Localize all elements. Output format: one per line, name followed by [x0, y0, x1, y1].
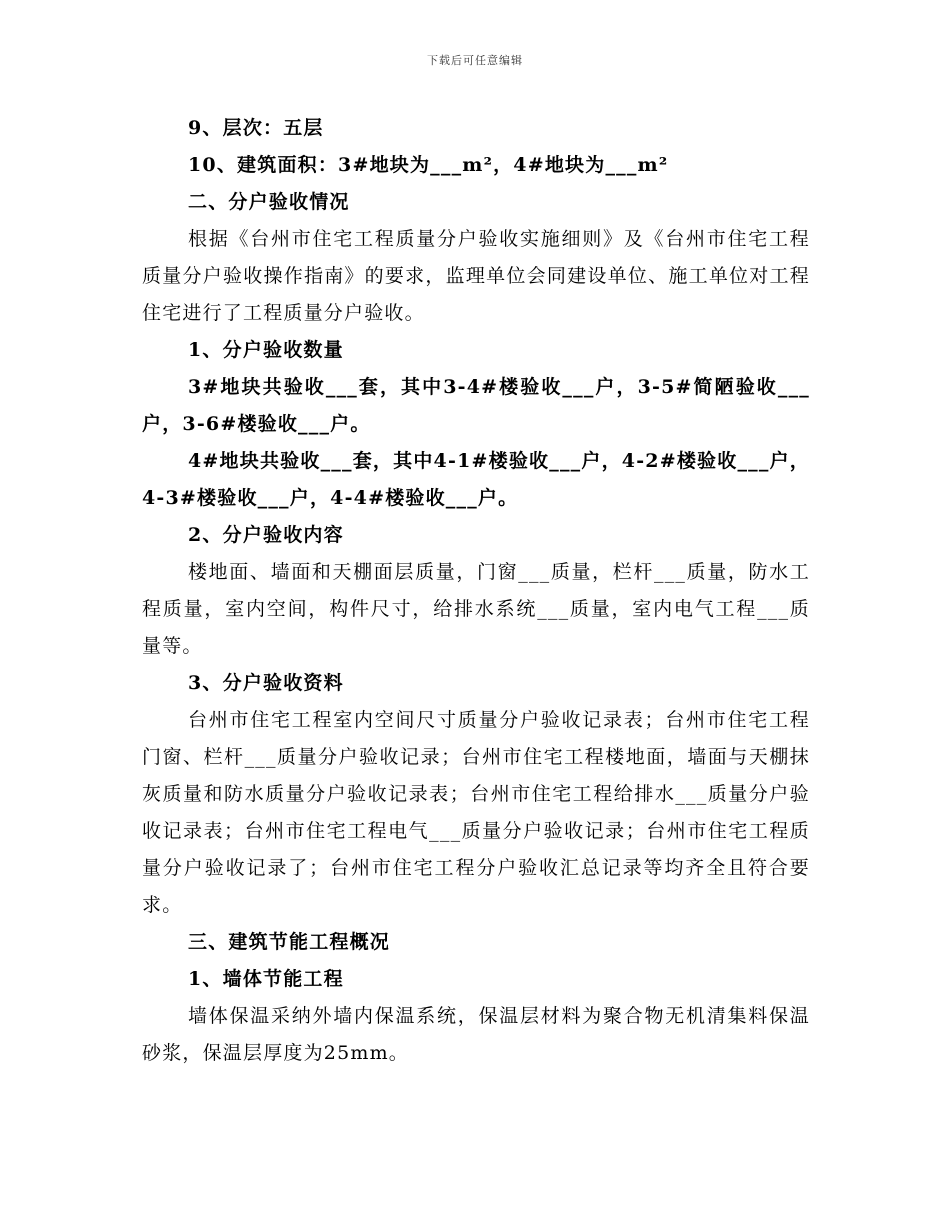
item-building-area: 10、建筑面积：3#地块为___m²，4#地块为___m²: [188, 154, 669, 176]
item-floors: 9、层次：五层: [188, 117, 324, 139]
subheading-wall-energy-saving: 1、墙体节能工程: [188, 968, 344, 990]
paragraph-plot4-quantity: 4#地块共验收___套，其中4-1#楼验收___户，4-2#楼验收___户，4-3#楼验收___户，4-4#楼验收___户。: [142, 450, 810, 509]
document-body: [142, 110, 810, 1072]
paragraph-wall-insulation: 墙体保温采纳外墙内保温系统，保温层材料为聚合物无机清集料保温砂浆，保温层厚度为25mm。: [142, 1005, 810, 1064]
paragraph-acceptance-records: 台州市住宅工程室内空间尺寸质量分户验收记录表；台州市住宅工程门窗、栏杆___质量分户验收记录；台州市住宅工程楼地面，墙面与天棚抹灰质量和防水质量分户验收记录表；台州市住宅工程给排水___质量分户验收记录表；台州市住宅工程电气___质量分户验收记录；台州市住宅工程质量分户验收记录了；台州市住宅工程分户验收汇总记录等均齐全且符合要求。: [142, 709, 810, 916]
paragraph-plot3-quantity: 3#地块共验收___套，其中3-4#楼验收___户，3-5#简陋验收___户，3-6#楼验收___户。: [142, 376, 810, 435]
subheading-acceptance-quantity: 1、分户验收数量: [188, 339, 344, 361]
section-heading-energy-saving: 三、建筑节能工程概况: [188, 931, 391, 953]
paragraph-acceptance-basis: 根据《台州市住宅工程质量分户验收实施细则》及《台州市住宅工程质量分户验收操作指南》的要求，监理单位会同建设单位、施工单位对工程住宅进行了工程质量分户验收。: [142, 228, 810, 324]
subheading-acceptance-content: 2、分户验收内容: [188, 524, 344, 546]
page-header-note: 下载后可任意编辑: [427, 54, 523, 67]
section-heading-acceptance: 二、分户验收情况: [188, 191, 350, 213]
paragraph-acceptance-content: 楼地面、墙面和天棚面层质量，门窗___质量，栏杆___质量，防水工程质量，室内空间，构件尺寸，给排水系统___质量，室内电气工程___质量等。: [142, 561, 810, 657]
subheading-acceptance-records: 3、分户验收资料: [188, 672, 344, 694]
